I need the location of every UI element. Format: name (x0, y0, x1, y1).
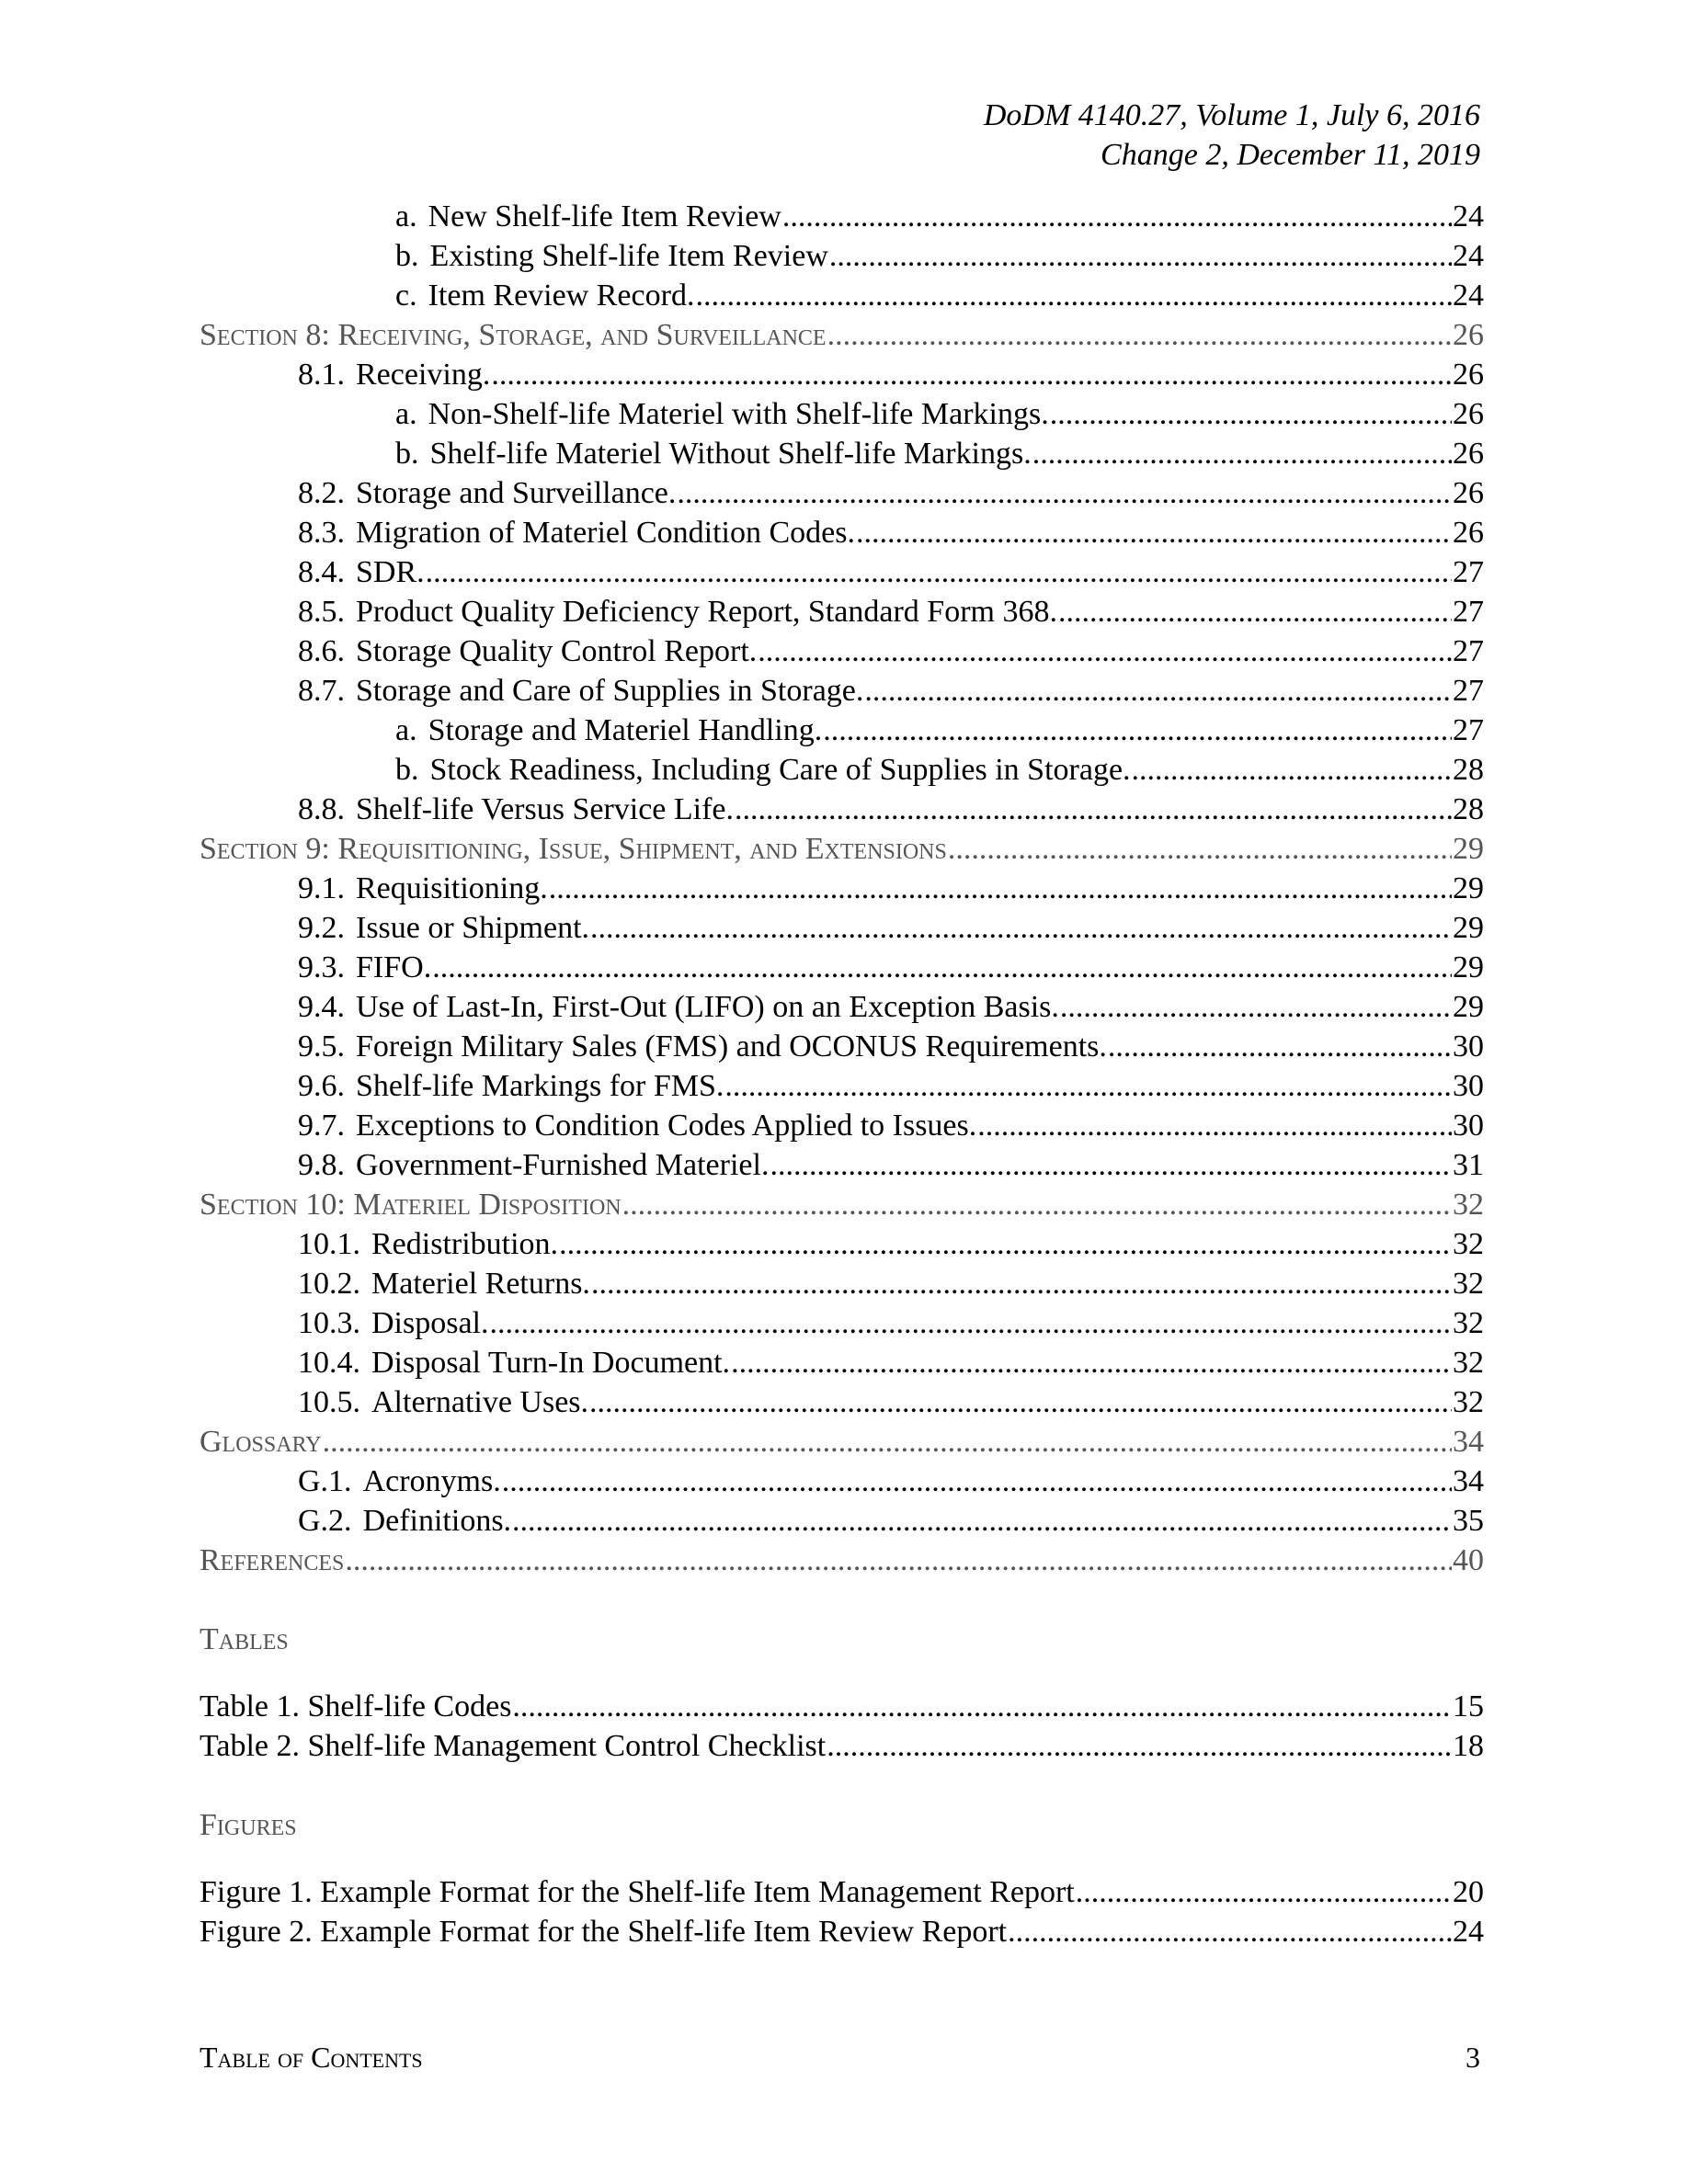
toc-entry-page: 29 (1453, 871, 1484, 905)
dot-leader (345, 1541, 1452, 1580)
page-footer (200, 2041, 1480, 2075)
toc-entry-number: a. (395, 713, 417, 747)
toc-entry-page: 40 (1453, 1543, 1484, 1577)
toc-entry-label: Table 1. Shelf-life Codes (200, 1689, 512, 1723)
dot-leader (549, 869, 1452, 908)
dot-leader (591, 1264, 1452, 1303)
dot-leader (758, 631, 1452, 671)
toc-entry[interactable] (200, 1185, 1484, 1224)
toc-entry[interactable] (200, 671, 1484, 711)
toc-entry[interactable] (200, 236, 1484, 276)
toc-entry-page: 29 (1453, 990, 1484, 1024)
toc-entry[interactable] (200, 1224, 1484, 1264)
toc-entry[interactable] (200, 592, 1484, 631)
toc-entry-page: 26 (1453, 437, 1484, 471)
toc-entry-page: 29 (1453, 832, 1484, 866)
toc-entry[interactable] (200, 1726, 1484, 1766)
toc-entry[interactable] (200, 1422, 1484, 1462)
dot-leader (1058, 592, 1452, 631)
toc-entry[interactable] (200, 869, 1484, 908)
toc-entry-number: a. (395, 397, 417, 431)
toc-entry-number: 8.8. (298, 792, 345, 826)
toc-entry-label: Section 10: Materiel Disposition (200, 1188, 622, 1222)
toc-entry-page: 28 (1453, 792, 1484, 826)
dot-leader (782, 197, 1452, 236)
toc-entry-page: 24 (1453, 1915, 1484, 1949)
toc-entry-number: b. (395, 753, 419, 787)
header-change-date: Change 2, December 11, 2019 (1101, 138, 1480, 172)
dot-leader (1050, 394, 1452, 434)
toc-entry-label: FIFO. (356, 950, 432, 984)
dot-leader (1076, 1872, 1452, 1912)
toc-entry-label: Disposal. (371, 1306, 489, 1340)
toc-entry-page: 26 (1453, 516, 1484, 550)
toc-entry-page: 32 (1453, 1306, 1484, 1340)
figures-heading: Figures (200, 1808, 297, 1842)
dot-leader (695, 276, 1452, 315)
toc-entry-label: Glossary (200, 1425, 322, 1459)
toc-entry-number: 8.4. (298, 555, 345, 589)
dot-leader (735, 790, 1452, 829)
dot-leader (512, 1501, 1452, 1541)
dot-leader (827, 1726, 1452, 1766)
toc-entry[interactable] (200, 1343, 1484, 1382)
toc-entry-page: 32 (1453, 1227, 1484, 1261)
toc-entry-label: Requisitioning. (356, 871, 548, 905)
toc-entry-page: 29 (1453, 950, 1484, 984)
dot-leader (490, 1303, 1453, 1343)
toc-entry-page: 27 (1453, 634, 1484, 668)
toc-entry-label: Receiving. (356, 358, 491, 392)
toc-entry-page: 30 (1453, 1029, 1484, 1064)
toc-entry[interactable] (200, 197, 1484, 236)
toc-entry-number: 10.1. (298, 1227, 360, 1261)
figures-list (200, 1872, 1484, 1951)
dot-leader (1032, 434, 1452, 473)
toc-entry-label: Section 9: Requisitioning, Issue, Shipment, and Extensions (200, 832, 947, 866)
toc-entry-label: Disposal Turn-In Document. (371, 1346, 731, 1380)
toc-entry-page: 28 (1453, 753, 1484, 787)
toc-entry[interactable] (200, 1912, 1484, 1951)
toc-entry[interactable] (200, 1303, 1484, 1343)
toc-entry[interactable] (200, 315, 1484, 355)
dot-leader (731, 1343, 1452, 1382)
toc-entry-label: Existing Shelf-life Item Review (429, 239, 828, 273)
toc-entry-number: G.2. (298, 1504, 352, 1538)
toc-entry[interactable] (200, 750, 1484, 790)
header-document-id: DoDM 4140.27, Volume 1, July 6, 2016 (983, 98, 1480, 132)
toc-entry-number: 8.5. (298, 595, 345, 629)
toc-entry[interactable] (200, 552, 1484, 592)
toc-entry-number: 10.3. (298, 1306, 360, 1340)
toc-entry[interactable] (200, 829, 1484, 869)
toc-entry-number: 9.7. (298, 1109, 345, 1143)
toc-entry-page: 30 (1453, 1109, 1484, 1143)
dot-leader (432, 948, 1452, 987)
tables-list (200, 1687, 1484, 1766)
toc-entry-page: 34 (1453, 1425, 1484, 1459)
page-number: 3 (1466, 2041, 1480, 2074)
toc-entry-page: 24 (1453, 279, 1484, 313)
toc-entry-page: 18 (1453, 1729, 1484, 1763)
document-header (984, 96, 1480, 175)
dot-leader (856, 513, 1452, 552)
toc-entry-page: 32 (1453, 1188, 1484, 1222)
toc-entry-label: Shelf-life Markings for FMS. (356, 1069, 724, 1103)
toc-entry-label: Storage Quality Control Report. (356, 634, 758, 668)
toc-entry-label: Figure 1. Example Format for the Shelf-life Item Management Report (200, 1875, 1075, 1909)
toc-entry-page: 27 (1453, 674, 1484, 708)
toc-entry-page: 27 (1453, 713, 1484, 747)
toc-entry-label: Migration of Materiel Condition Codes. (356, 516, 855, 550)
toc-entry-label: Section 8: Receiving, Storage, and Surveillance (200, 318, 827, 352)
toc-entry[interactable] (200, 276, 1484, 315)
dot-leader (590, 908, 1452, 948)
toc-entry-page: 32 (1453, 1346, 1484, 1380)
tables-heading: Tables (200, 1622, 289, 1656)
toc-entry-page: 26 (1453, 397, 1484, 431)
toc-entry-number: G.1. (298, 1464, 352, 1498)
toc-entry[interactable] (200, 948, 1484, 987)
toc-entry-page: 34 (1453, 1464, 1484, 1498)
toc-entry-number: c. (395, 279, 417, 313)
toc-entry-label: SDR. (356, 555, 425, 589)
toc-entry-label: Table 2. Shelf-life Management Control Checklist (200, 1729, 827, 1763)
dot-leader (491, 355, 1452, 394)
toc-entry[interactable] (200, 1501, 1484, 1541)
toc-entry[interactable] (200, 987, 1484, 1027)
toc-entry-number: 8.1. (298, 358, 345, 392)
toc-entry-label: Acronyms. (362, 1464, 501, 1498)
toc-entry-number: 8.3. (298, 516, 345, 550)
toc-entry-number: 10.2. (298, 1267, 360, 1301)
toc-entry-label: Shelf-life Versus Service Life. (356, 792, 735, 826)
dot-leader (770, 1145, 1452, 1185)
toc-entry[interactable] (200, 1106, 1484, 1145)
toc-entry[interactable] (200, 711, 1484, 750)
toc-entry[interactable] (200, 1687, 1484, 1726)
toc-entry[interactable] (200, 1027, 1484, 1066)
toc-entry-number: 9.3. (298, 950, 345, 984)
toc-entry-page: 20 (1453, 1875, 1484, 1909)
dot-leader (502, 1462, 1452, 1501)
toc-entry-label: Storage and Care of Supplies in Storage. (356, 674, 864, 708)
dot-leader (1108, 1027, 1452, 1066)
toc-entry[interactable] (200, 1066, 1484, 1106)
toc-entry-page: 35 (1453, 1504, 1484, 1538)
toc-entry-number: 9.6. (298, 1069, 345, 1103)
toc-entry-number: b. (395, 437, 419, 471)
toc-entry-number: 8.2. (298, 476, 345, 510)
toc-entry-number: 9.5. (298, 1029, 345, 1064)
toc-entry-page: 27 (1453, 555, 1484, 589)
dot-leader (827, 315, 1452, 355)
dot-leader (677, 473, 1452, 513)
toc-entry-label: Shelf-life Materiel Without Shelf-life Markings. (429, 437, 1032, 471)
toc-entry[interactable] (200, 908, 1484, 948)
toc-entry-number: b. (395, 239, 419, 273)
toc-entry-label: Non-Shelf-life Materiel with Shelf-life Markings. (428, 397, 1049, 431)
toc-entry-label: Storage and Surveillance. (356, 476, 677, 510)
dot-leader (829, 236, 1452, 276)
toc-entry-label: Item Review Record. (428, 279, 695, 313)
dot-leader (948, 829, 1452, 869)
toc-entry-page: 29 (1453, 911, 1484, 945)
footer-title: Table of Contents (200, 2041, 423, 2074)
toc-entry-number: 9.4. (298, 990, 345, 1024)
toc-entry-page: 30 (1453, 1069, 1484, 1103)
toc-entry[interactable] (200, 1541, 1484, 1580)
dot-leader (977, 1106, 1452, 1145)
toc-entry[interactable] (200, 1872, 1484, 1912)
dot-leader (1008, 1912, 1452, 1951)
dot-leader (1060, 987, 1452, 1027)
toc-entry-label: Exceptions to Condition Codes Applied to Issues. (356, 1109, 977, 1143)
toc-entry[interactable] (200, 1264, 1484, 1303)
toc-entry[interactable] (200, 631, 1484, 671)
toc-entry-label: Redistribution. (371, 1227, 559, 1261)
dot-leader (622, 1185, 1452, 1224)
dot-leader (823, 711, 1452, 750)
toc-entries (200, 197, 1484, 1580)
toc-entry[interactable] (200, 790, 1484, 829)
dot-leader (589, 1382, 1452, 1422)
toc-entry-page: 31 (1453, 1148, 1484, 1182)
toc-entry-label: Government-Furnished Materiel. (356, 1148, 770, 1182)
toc-entry-page: 26 (1453, 476, 1484, 510)
table-of-contents (200, 197, 1484, 1951)
toc-entry[interactable] (200, 473, 1484, 513)
dot-leader (559, 1224, 1452, 1264)
toc-entry-page: 32 (1453, 1267, 1484, 1301)
dot-leader (724, 1066, 1452, 1106)
toc-entry-label: New Shelf-life Item Review (428, 199, 781, 233)
toc-entry-label: Product Quality Deficiency Report, Standard Form 368. (356, 595, 1057, 629)
toc-entry-page: 26 (1453, 318, 1484, 352)
toc-entry-number: 9.2. (298, 911, 345, 945)
toc-entry[interactable] (200, 1462, 1484, 1501)
toc-entry[interactable] (200, 1145, 1484, 1185)
toc-entry-label: Definitions. (362, 1504, 512, 1538)
toc-entry-number: a. (395, 199, 417, 233)
toc-entry-page: 15 (1453, 1689, 1484, 1723)
toc-entry[interactable] (200, 434, 1484, 473)
toc-entry-label: Stock Readiness, Including Care of Supplies in Storage. (429, 753, 1131, 787)
toc-entry-page: 24 (1453, 239, 1484, 273)
toc-entry-label: Issue or Shipment. (356, 911, 590, 945)
toc-entry-number: 8.6. (298, 634, 345, 668)
toc-entry-label: References (200, 1543, 345, 1577)
dot-leader (1132, 750, 1452, 790)
toc-entry-label: Figure 2. Example Format for the Shelf-life Item Review Report (200, 1915, 1008, 1949)
toc-entry-label: Storage and Materiel Handling. (428, 713, 823, 747)
toc-entry[interactable] (200, 1382, 1484, 1422)
toc-entry-number: 8.7. (298, 674, 345, 708)
toc-entry[interactable] (200, 355, 1484, 394)
dot-leader (512, 1687, 1452, 1726)
toc-entry-page: 32 (1453, 1385, 1484, 1419)
toc-entry-label: Use of Last-In, First-Out (LIFO) on an Exception Basis. (356, 990, 1059, 1024)
toc-entry-page: 27 (1453, 595, 1484, 629)
toc-entry-number: 9.8. (298, 1148, 345, 1182)
dot-leader (323, 1422, 1452, 1462)
toc-entry-page: 24 (1453, 199, 1484, 233)
toc-entry-label: Alternative Uses. (371, 1385, 589, 1419)
toc-entry-label: Materiel Returns. (371, 1267, 590, 1301)
toc-entry-label: Foreign Military Sales (FMS) and OCONUS Requirements. (356, 1029, 1107, 1064)
toc-entry-number: 10.5. (298, 1385, 360, 1419)
toc-entry[interactable] (200, 394, 1484, 434)
toc-entry-page: 26 (1453, 358, 1484, 392)
toc-entry-number: 10.4. (298, 1346, 360, 1380)
toc-entry[interactable] (200, 513, 1484, 552)
dot-leader (426, 552, 1452, 592)
dot-leader (864, 671, 1452, 711)
toc-entry-number: 9.1. (298, 871, 345, 905)
